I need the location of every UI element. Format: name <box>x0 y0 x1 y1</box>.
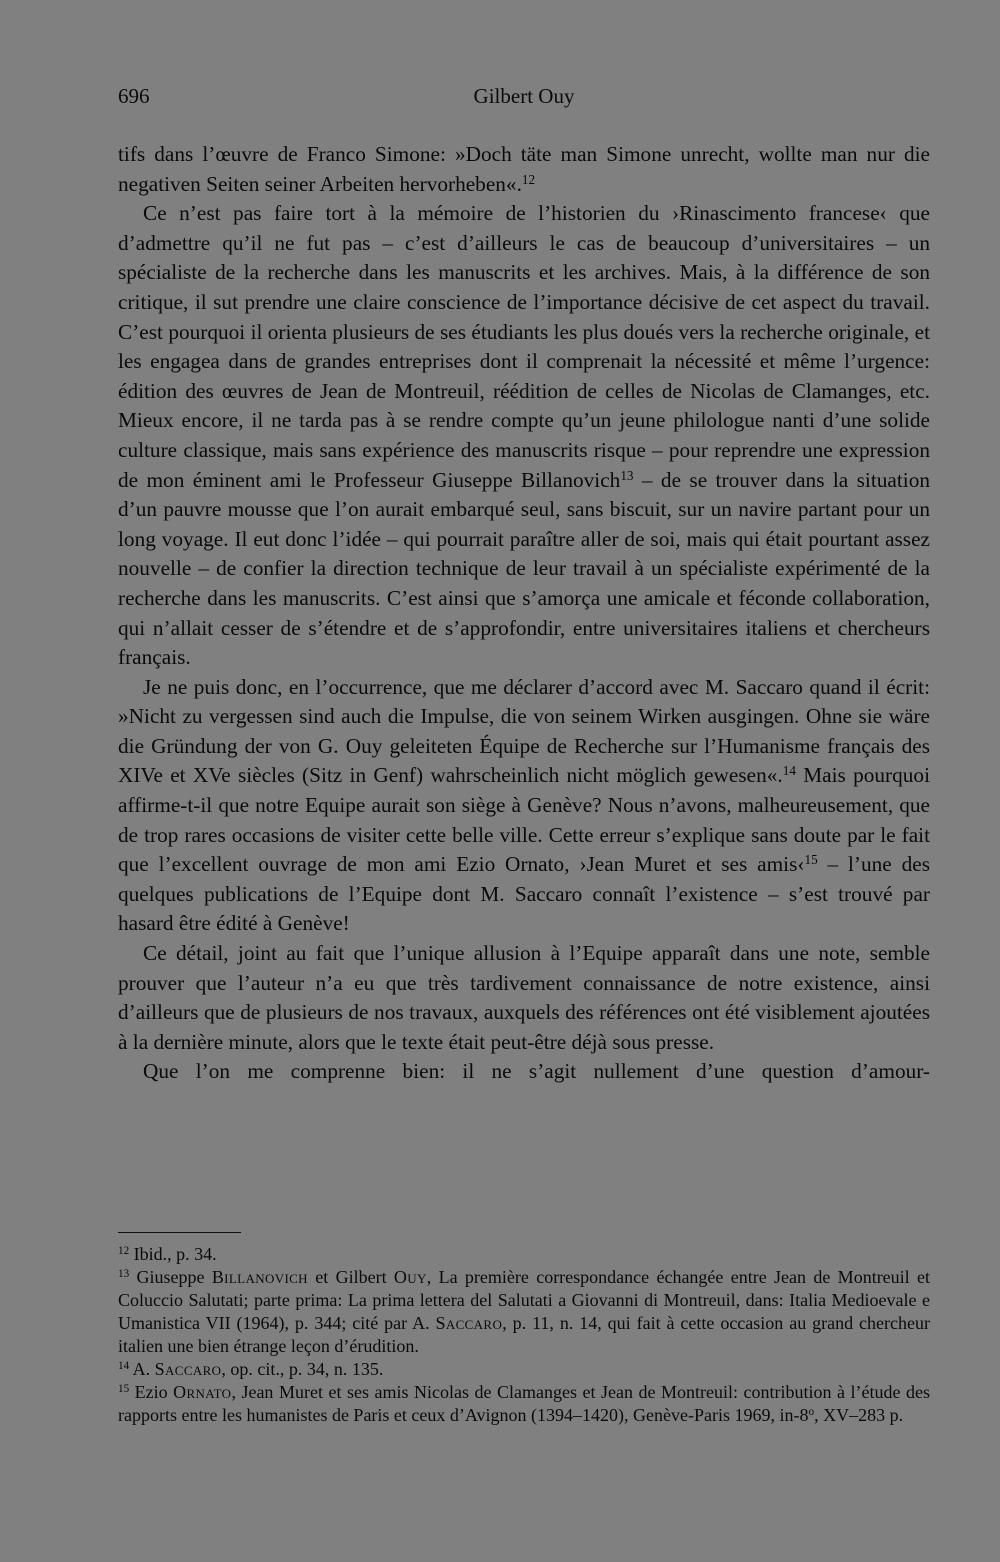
footnote-ref-14: 14 <box>782 763 796 779</box>
footnotes <box>118 1243 930 1427</box>
paragraph-5 <box>118 1057 930 1087</box>
page-number: 696 <box>118 84 150 108</box>
author-name: Ornato <box>173 1382 232 1402</box>
footnote-text: , La première correspondance échangée entre Jean de Montreuil et Coluccio Salutati; parte prima: La prima lettera del Salutati a Giovanni di Montreuil, dans: Italia Medioevale e Umanistica VII (1964), p. 344; cité par A. <box>118 1267 930 1333</box>
footnote-ref-15: 15 <box>804 852 818 867</box>
paragraph-text: – l’une des quelques publications de l’Equipe dont M. Saccaro connaît l’existence – s’est trouvé par hasard être édité à Genève! <box>118 852 930 936</box>
footnote-number: 12 <box>118 1244 130 1257</box>
footnote-number: 14 <box>118 1359 130 1372</box>
paragraph-text: Mais pourquoi affirme-t-il que notre Equipe aurait son siège à Genève? Nous n’avons, malheureusement, que de trop rares occasions de visiter cette belle ville. Cette erreur s’explique sans doute par le fait que l’excellent ouvrage de mon ami Ezio Ornato, ›Jean Muret et ses amis‹ <box>118 763 930 877</box>
footnote-number: 13 <box>118 1267 130 1280</box>
paragraph-2 <box>118 199 930 673</box>
footnote-text: Ezio <box>129 1382 174 1402</box>
footnote-text: , op. cit., p. 34, n. 135. <box>221 1359 384 1379</box>
paragraph-text: tifs dans l’œuvre de Franco Simone: »Doch täte man Simone unrecht, wollte man nur die negativen Seiten seiner Arbeiten hervorheben«. <box>118 142 930 196</box>
footnote-14 <box>118 1358 930 1381</box>
paragraph-text: Ce n’est pas faire tort à la mémoire de l’historien du ›Rinascimento francese‹ que d’admettre qu’il ne fut pas – c’est d’ailleurs le cas de beaucoup d’universitaires – un spécialiste de la recherche dans les manuscrits et les archives. Mais, à la différence de son critique, il sut prendre une claire conscience de l’importance décisive de cet aspect du travail. C’est pourquoi il orienta plusieurs de ses étudiants les plus doués vers la recherche originale, et les engagea dans de grandes entreprises dont il comprenait la nécessité et même l’urgence: édition des œuvres de Jean de Montreuil, réédition de celles de Nicolas de Clamanges, etc. Mieux encore, il ne tarda pas à se rendre compte qu’un jeune philologue nanti d’une solide culture classique, mais sans expérience des manuscrits risque – pour reprendre une expression de mon éminent ami le Professeur Giuseppe Billanovich <box>118 201 930 492</box>
paragraph-4 <box>118 939 930 1057</box>
footnote-ref-13: 13 <box>620 467 634 483</box>
footnote-text: , Jean Muret et ses amis Nicolas de Clamanges et Jean de Montreuil: contribution à l’étude des rapports entre les humanistes de Paris et ceux d’Avignon (1394–1420), Genève-Paris 1969, in-8 <box>118 1382 930 1425</box>
paragraph-text: Que l’on me comprenne bien: il ne s’agit nullement d’une question d’amour- <box>143 1059 930 1084</box>
footnote-text: , XV–283 p. <box>814 1405 904 1425</box>
footnote-divider <box>118 1232 241 1233</box>
author-name: Saccaro <box>435 1313 503 1333</box>
author-name: Saccaro <box>154 1359 222 1379</box>
paragraph-text: – de se trouver dans la situation d’un pauvre mousse que l’on aurait embarqué seul, sans biscuit, sur un navire partant pour un long voyage. Il eut donc l’idée – qui pourrait paraître aller de soi, mais qui était pourtant assez nouvelle – de confier la direction technique de leur travail à un spécialiste expérimenté de la recherche dans les manuscrits. C’est ainsi que s’amorça une amicale et féconde collaboration, qui n’allait cesser de s’étendre et de s’approfondir, entre universitaires italiens et chercheurs français. <box>118 467 930 670</box>
author-name: Billanovich <box>211 1267 308 1287</box>
footnote-ref-12: 12 <box>521 171 536 187</box>
footnote-text: Ibid., p. 34. <box>129 1244 217 1264</box>
body-text <box>118 140 930 1087</box>
footnote-text: A. <box>129 1359 155 1379</box>
paragraph-1 <box>118 140 930 199</box>
footnote-text: , p. 11, n. 14, qui fait à cette occasion au grand chercheur italien une bien étrange leçon d’érudition. <box>118 1313 930 1356</box>
running-head <box>118 84 930 114</box>
footnote-number: 15 <box>118 1382 130 1395</box>
running-title: Gilbert Ouy <box>473 84 575 108</box>
ordinal-indicator: o <box>808 1405 815 1418</box>
paragraph-text: Je ne puis donc, en l’occurrence, que me déclarer d’accord avec M. Saccaro quand il écrit: »Nicht zu vergessen sind auch die Impulse, die von seinem Wirken ausgingen. Ohne sie wäre die Gründung der von G. Ouy geleiteten Équipe de Recherche sur l’Humanisme français des XIVe et XVe siècles (Sitz in Genf) wahrscheinlich nicht möglich gewesen«. <box>118 674 930 788</box>
paragraph-text: Ce détail, joint au fait que l’unique allusion à l’Equipe apparaît dans une note, semble prouver que l’auteur n’a eu que très tardivement connaissance de notre existence, ainsi d’ailleurs que de plusieurs de nos travaux, auxquels des références ont été visiblement ajoutées à la dernière minute, alors que le texte était peut-être déjà sous presse. <box>118 941 930 1054</box>
footnote-text: Giuseppe <box>129 1267 212 1287</box>
paragraph-3 <box>118 673 930 939</box>
footnote-13 <box>118 1266 930 1358</box>
footnote-12 <box>118 1243 930 1266</box>
footnote-text: et Gilbert <box>307 1267 394 1287</box>
footnote-15 <box>118 1381 930 1427</box>
author-name: Ouy <box>393 1267 427 1287</box>
